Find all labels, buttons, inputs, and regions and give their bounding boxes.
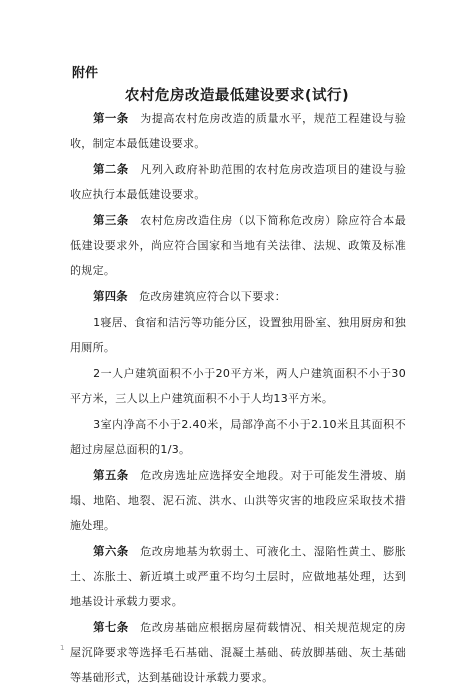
- document-body: [70, 106, 406, 691]
- item-text: 1寝居、食宿和洁污等功能分区，设置独用卧室、独用厨房和独用厕所。: [70, 316, 406, 354]
- article-number: 第七条: [93, 621, 129, 634]
- article-7: [70, 615, 406, 690]
- article-text: 危改房基础应根据房屋荷载情况、相关规范规定的房屋沉降要求等选择毛石基础、混凝土基础、砖放脚基础、灰土基础等基础形式，达到基础设计承载力要求。: [70, 621, 406, 684]
- article-text: 危改房选址应选择安全地段。对于可能发生滑坡、崩塌、地陷、地裂、泥石流、洪水、山洪等灾害的地段应采取技术措施处理。: [70, 469, 406, 532]
- article-text: 凡列入政府补助范围的农村危房改造项目的建设与验收应执行本最低建设要求。: [70, 163, 406, 201]
- article-number: 第五条: [93, 469, 129, 482]
- article-1: [70, 106, 406, 156]
- article-3: [70, 208, 406, 283]
- item-text: 2一人户建筑面积不小于20平方米，两人户建筑面积不小于30平方米，三人以上户建筑面积不小于人均13平方米。: [70, 367, 406, 405]
- article-4-item-2: [70, 361, 406, 411]
- article-4-item-3: [70, 412, 406, 462]
- article-2: [70, 157, 406, 207]
- item-text: 3室内净高不小于2.40米，局部净高不小于2.10米且其面积不超过房屋总面积的1/3。: [70, 418, 406, 456]
- article-number: 第三条: [93, 214, 129, 227]
- page-number: 1: [60, 644, 65, 652]
- document-title: 农村危房改造最低建设要求(试行): [124, 88, 350, 104]
- article-number: 第二条: [93, 163, 129, 176]
- article-4-item-1: [70, 310, 406, 360]
- article-number: 第四条: [93, 290, 128, 303]
- article-number: 第六条: [93, 545, 129, 558]
- article-text: 危改房建筑应符合以下要求：: [139, 290, 287, 303]
- article-4: [70, 284, 406, 309]
- article-number: 第一条: [93, 112, 129, 125]
- article-text: 为提高农村危房改造的质量水平，规范工程建设与验收，制定本最低建设要求。: [70, 112, 406, 150]
- attachment-label: 附件: [72, 66, 99, 81]
- article-5: [70, 463, 406, 538]
- article-6: [70, 539, 406, 614]
- article-text: 危改房地基为软弱土、可液化土、湿陷性黄土、膨胀土、冻胀土、新近填土或严重不均匀土层时，应做地基处理，达到地基设计承载力要求。: [70, 545, 406, 608]
- article-text: 农村危房改造住房（以下简称危改房）除应符合本最低建设要求外，尚应符合国家和当地有关法律、法规、政策及标准的规定。: [70, 214, 406, 277]
